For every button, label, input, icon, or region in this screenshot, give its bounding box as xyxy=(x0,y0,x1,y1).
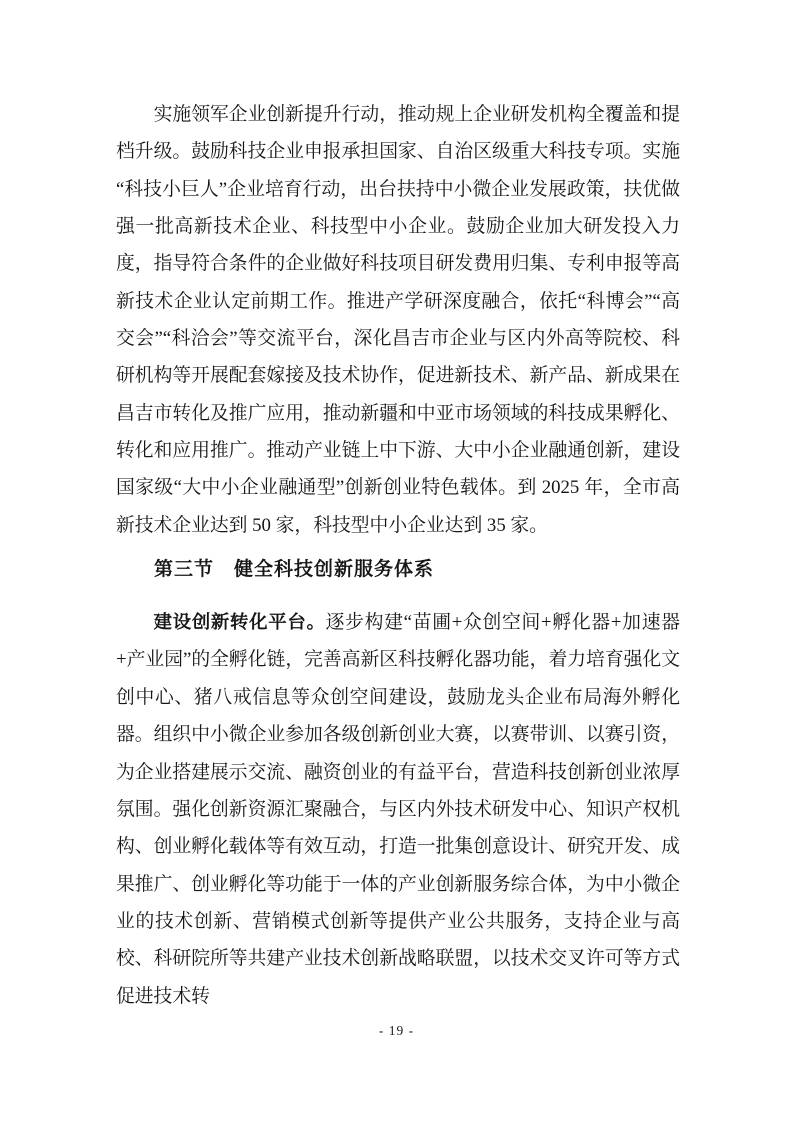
section-heading: 第三节 健全科技创新服务体系 xyxy=(154,559,435,581)
paragraph-text: 逐步构建“苗圃+众创空间+孵化器+加速器+产业园”的全孵化链，完善高新区科技孵化器功能，着力培育强化文创中心、猪八戒信息等众创空间建设，鼓励龙头企业布局海外孵化器。组织中小微企业参加各级创新创业大赛，以赛带训、以赛引资，为企业搭建展示交流、融资创业的有益平台，营造科技创新创业浓厚氛围。强化创新资源汇聚融合，与区内外技术研发中心、知识产权机构、创业孵化载体等有效互动，打造一批集创意设计、研究开发、成果推广、创业孵化等功能于一体的产业创新服务综合体，为中小微企业的技术创新、营销模式创新等提供产业公共服务，支持企业与高校、科研院所等共建产业技术创新战略联盟，以技术交叉许可等方式促进技术转 xyxy=(116,612,680,1007)
page-body xyxy=(116,96,680,1015)
page-footer xyxy=(0,1022,793,1040)
paragraph-innovation-action: 实施领军企业创新提升行动，推动规上企业研发机构全覆盖和提档升级。鼓励科技企业申报承担国家、自治区级重大科技专项。实施“科技小巨人”企业培育行动，出台扶持中小微企业发展政策，扶优做强一批高新技术企业、科技型中小企业。鼓励企业加大研发投入力度，指导符合条件的企业做好科技项目研发费用归集、专利申报等高新技术企业认定前期工作。推进产学研深度融合，依托“科博会”“高交会”“科洽会”等交流平台，深化昌吉市企业与区内外高等院校、科研机构等开展配套嫁接及技术协作，促进新技术、新产品、新成果在昌吉市转化及推广应用，推动新疆和中亚市场领域的科技成果孵化、转化和应用推广。推动产业链上中下游、大中小企业融通创新，建设国家级“大中小企业融通型”创新创业特色载体。到 2025 年，全市高新技术企业达到 50 家，科技型中小企业达到 35 家。 xyxy=(116,104,680,536)
page-number: - 19 - xyxy=(378,1023,415,1038)
paragraph-lead: 建设创新转化平台。 xyxy=(153,611,326,633)
paragraph-innovation-platform xyxy=(116,603,680,1015)
